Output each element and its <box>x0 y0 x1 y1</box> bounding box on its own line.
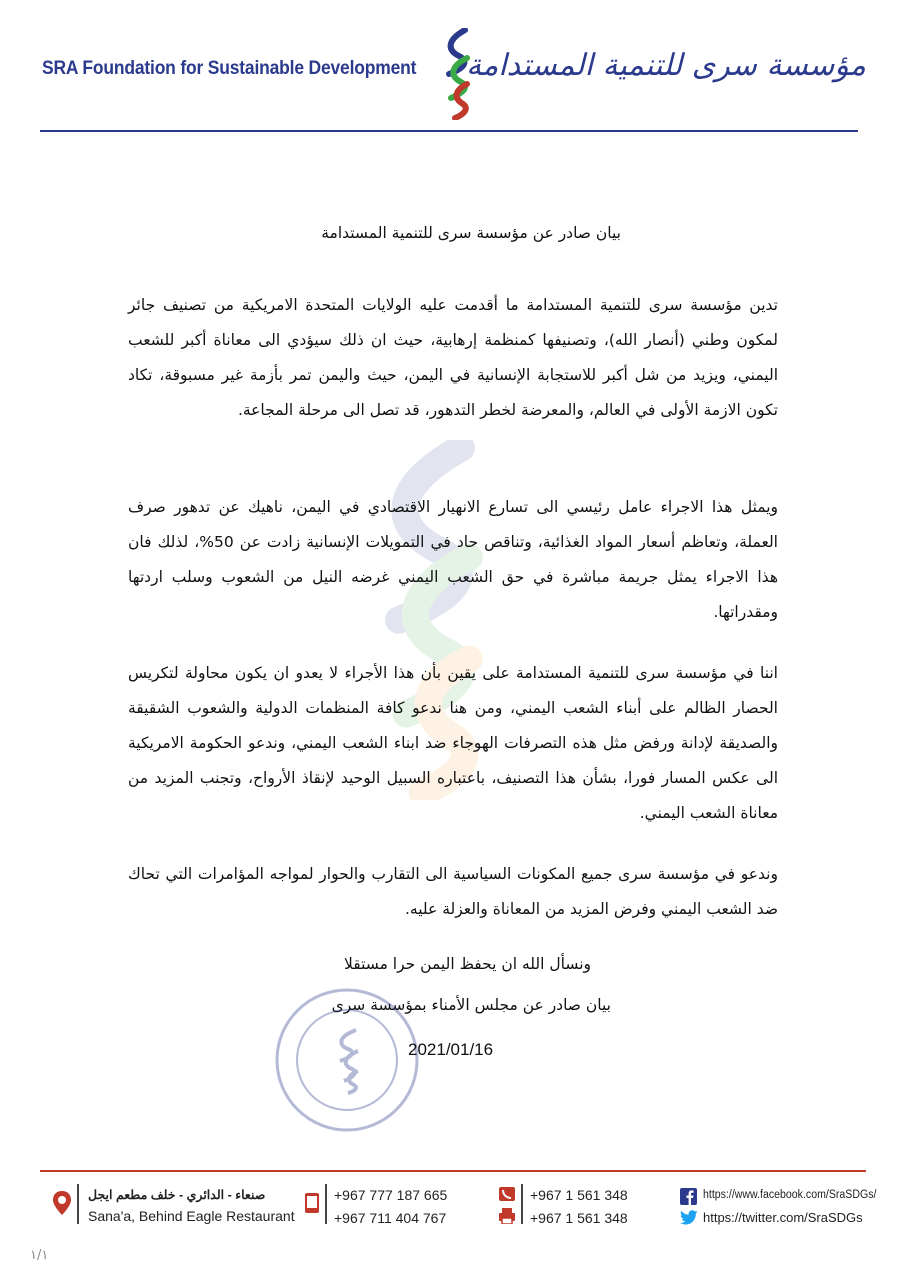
footer-separator <box>325 1184 327 1224</box>
footer <box>0 1182 906 1242</box>
paragraph-4: وندعو في مؤسسة سرى جميع المكونات السياسية الى التقارب والحوار لمواجه المؤامرات التي تحاك ضد الشعب اليمني وفرض المزيد من المعاناة والعزلة عليه. <box>128 865 778 918</box>
address-arabic: صنعاء - الدائري - خلف مطعم ايجل <box>88 1188 266 1202</box>
address-english: Sana'a, Behind Eagle Restaurant <box>88 1208 295 1224</box>
footer-separator <box>521 1184 523 1224</box>
page-number: ١/١ <box>30 1248 49 1263</box>
paragraph-3: اننا في مؤسسة سرى للتنمية المستدامة على يقين بأن هذا الأجراء لا يعدو ان يكون محاولة لتكريس الحصار الظالم على أبناء الشعب اليمني، ومن هنا ندعو كافة المنظمات الدولية والشعوب الشقيقة والصديقة لإدانة ورفض مثل هذه التصرفات الهوجاء ضد ابناء الشعب اليمني، وندعو الحكومة الامريكية الى عكس المسار فورا، بشأن هذا التصنيف، باعتباره السبيل الوحيد لإنقاذ الأرواح، وتجنب المزيد من معاناة الشعب اليمني. <box>128 664 778 822</box>
footer-separator <box>77 1184 79 1224</box>
phone-icon <box>498 1186 516 1202</box>
facebook-link[interactable]: https://www.facebook.com/SraSDGs/ <box>703 1189 877 1201</box>
signature-line: بيان صادر عن مجلس الأمناء بمؤسسة سرى <box>331 996 611 1014</box>
org-name-english: SRA Foundation for Sustainable Development <box>42 58 417 79</box>
org-name-arabic: مؤسسة سرى للتنمية المستدامة <box>466 48 866 83</box>
paragraph-1: تدين مؤسسة سرى للتنمية المستدامة ما أقدمت عليه الولايات المتحدة الامريكية من تصنيف جائر لمكون وطني (أنصار الله)، وتصنيفها كمنظمة إرهابية، حيث ان ذلك سيؤدي الى معاناة أكبر للشعب اليمني، ويزيد من شل أكبر للاستجابة الإنسانية في اليمن، حيث واليمن تمر بأزمة غير مسبوقة، تكاد تكون الازمة الأولى في العالم، والمعرضة لخطر التدهور، قد تصل الى مرحلة المجاعة. <box>128 296 778 419</box>
statement-title: بيان صادر عن مؤسسة سرى للتنمية المستدامة <box>321 224 621 242</box>
twitter-icon <box>680 1210 698 1225</box>
statement-date: 2021/01/16 <box>408 1040 494 1059</box>
closing-line: ونسأل الله ان يحفظ اليمن حرا مستقلا <box>343 955 591 973</box>
mobile-phone-icon <box>304 1192 320 1214</box>
fax-number[interactable]: +967 1 561 348 <box>530 1210 628 1226</box>
mobile-number-1[interactable]: +967 777 187 665 <box>334 1187 448 1203</box>
phone-number[interactable]: +967 1 561 348 <box>530 1187 628 1203</box>
mobile-number-2[interactable]: +967 711 404 767 <box>334 1210 447 1226</box>
fax-icon <box>498 1208 516 1224</box>
header-divider <box>40 130 858 132</box>
paragraph-2: ويمثل هذا الاجراء عامل رئيسي الى تسارع الانهيار الاقتصادي في اليمن، ناهيك عن تدهور صرف العملة، وتعاظم أسعار المواد الغذائية، وتناقص حاد في التمويلات الإنسانية زادت عن 50%، لذلك فان هذا الاجراء يمثل جريمة مباشرة في حق الشعب اليمني غرضه النيل من الشعوب وسلب اردتها ومقدراتها. <box>128 498 778 621</box>
twitter-link[interactable]: https://twitter.com/SraSDGs <box>703 1210 863 1225</box>
official-stamp-icon <box>272 985 422 1135</box>
footer-divider <box>40 1170 866 1172</box>
facebook-icon <box>680 1188 697 1205</box>
location-pin-icon <box>52 1190 72 1216</box>
